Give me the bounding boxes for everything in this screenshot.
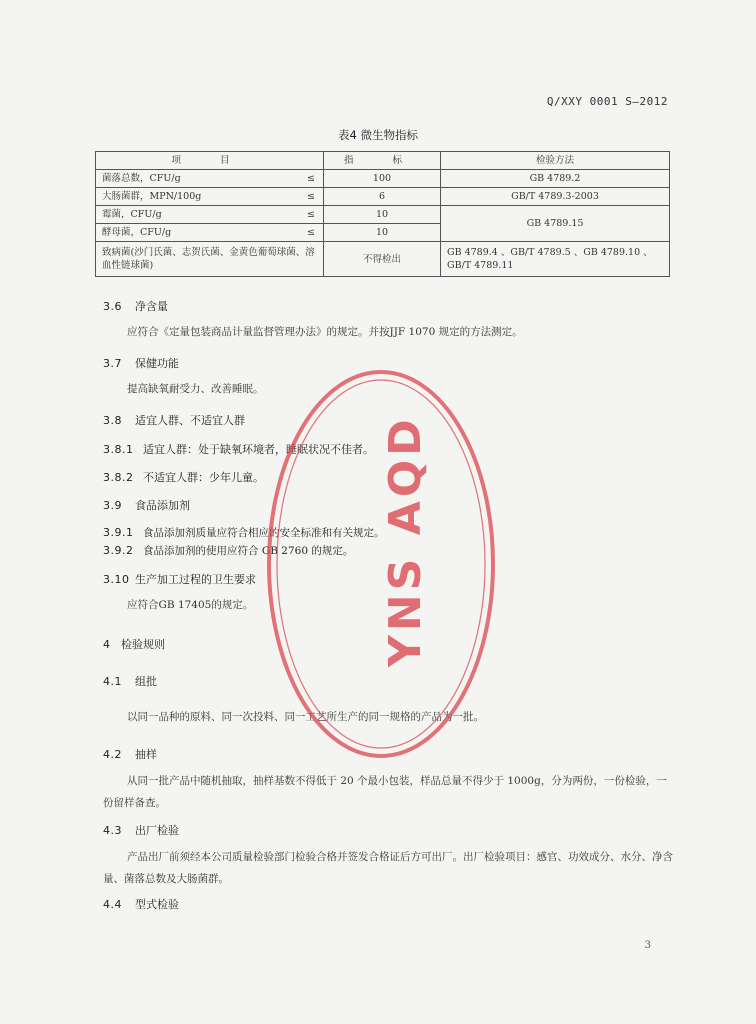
section-heading: 3.9 食品添加剂 [103,499,190,512]
section-heading: 4.1 组批 [103,675,157,688]
row-sign: ≤ [307,173,315,184]
row-item: 大肠菌群，MPN/100g [102,191,202,202]
table-row [96,188,670,206]
subsection-line: 3.9.1 食品添加剂质量应符合相应的安全标准和有关规定。 [103,526,385,539]
section-text: 从同一批产品中随机抽取，抽样基数不得低于 20 个最小包装，样品总量不得少于 1000g，分为两份，一份检验，一份留样备查。 [103,775,667,809]
row-sign: ≤ [307,227,315,238]
header-limit: 指 标 [324,152,441,170]
section-heading: 3.6 净含量 [103,300,168,313]
page-number: 3 [644,940,651,951]
row-item: 致病菌(沙门氏菌、志贺氏菌、金黄色葡萄球菌、溶血性链球菌) [96,242,324,277]
row-method: GB 4789.15 [441,206,670,242]
section-heading: 4 检验规则 [103,638,165,651]
header-item: 项 目 [96,152,324,170]
row-limit: 10 [324,224,441,242]
subsection-line: 3.9.2 食品添加剂的使用应符合 GB 2760 的规定。 [103,544,354,557]
section-text: 产品出厂前须经本公司质量检验部门检验合格并签发合格证后方可出厂。出厂检验项目：感官、功效成分、水分、净含量、菌落总数及大肠菌群。 [103,851,673,885]
section-heading: 4.2 抽样 [103,748,157,761]
row-item: 酵母菌，CFU/g [102,227,172,238]
row-sign: ≤ [307,209,315,220]
table-row [96,170,670,188]
section-heading: 3.10 生产加工过程的卫生要求 [103,573,256,586]
section-heading: 4.3 出厂检验 [103,824,179,837]
section-text: 应符合GB 17405的规定。 [127,599,254,611]
table-title: 表4 微生物指标 [338,128,418,142]
row-limit: 6 [324,188,441,206]
seal-code-text: YNS AQD [380,415,431,667]
header-method: 检验方法 [441,152,670,170]
section-heading: 4.4 型式检验 [103,898,179,911]
standard-code: Q/XXY 0001 S—2012 [546,95,668,108]
table-row [96,242,670,277]
row-sign: ≤ [307,191,315,202]
subsection-line: 3.8.2 不适宜人群：少年儿童。 [103,471,264,484]
row-limit: 不得检出 [324,242,441,277]
row-item: 霉菌，CFU/g [102,209,162,220]
section-heading: 3.7 保健功能 [103,357,179,370]
microbial-table [95,151,670,277]
row-method: GB/T 4789.3-2003 [441,188,670,206]
section-heading: 3.8 适宜人群、不适宜人群 [103,414,245,427]
row-limit: 100 [324,170,441,188]
row-limit: 10 [324,206,441,224]
table-header-row [96,152,670,170]
section-text: 以同一品种的原料、同一次投料、同一工艺所生产的同一规格的产品为一批。 [127,711,484,723]
section-text: 应符合《定量包装商品计量监督管理办法》的规定。并按JJF 1070 规定的方法测定。 [127,326,523,338]
row-method: GB 4789.4 、GB/T 4789.5 、GB 4789.10 、GB/T 4789.11 [441,242,670,277]
row-item: 菌落总数，CFU/g [102,173,181,184]
row-method: GB 4789.2 [441,170,670,188]
section-text: 提高缺氧耐受力、改善睡眠。 [127,383,264,395]
subsection-line: 3.8.1 适宜人群：处于缺氧环境者，睡眠状况不佳者。 [103,443,374,456]
official-seal-stamp [265,367,497,761]
table-row [96,206,670,224]
